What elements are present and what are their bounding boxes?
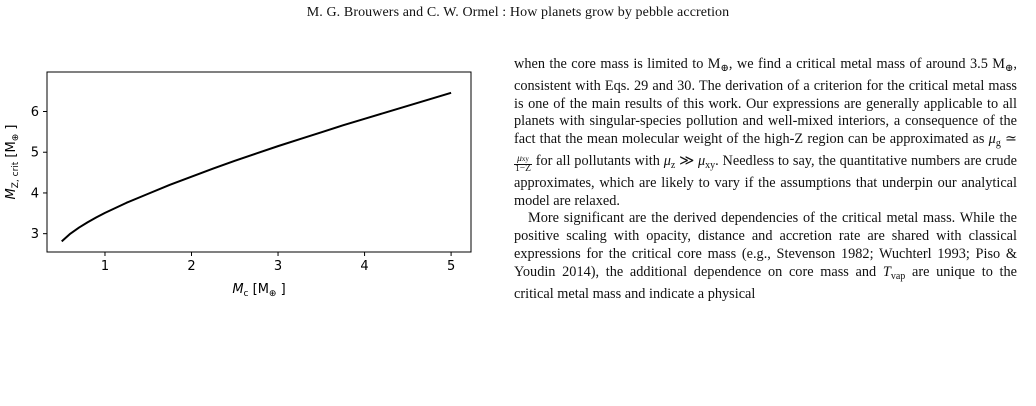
paragraph-1 bbox=[514, 56, 1017, 210]
x-tick-label: 3 bbox=[273, 259, 283, 274]
y-tick-label: 3 bbox=[30, 227, 39, 243]
mu-symbol: μ bbox=[663, 152, 671, 169]
y-tick-label: 5 bbox=[30, 145, 39, 161]
x-tick-label: 1 bbox=[100, 259, 110, 274]
x-tick-label: 4 bbox=[360, 259, 369, 274]
y-ticks bbox=[31, 105, 47, 242]
running-header bbox=[0, 5, 1036, 21]
subscript: xy bbox=[705, 159, 716, 171]
earth-symbol: ⊕ bbox=[1005, 63, 1014, 74]
text-run: when the core mass is limited to M bbox=[514, 56, 721, 72]
subscript: xy bbox=[521, 154, 529, 163]
t-symbol: T bbox=[882, 263, 891, 280]
running-title: M. G. Brouwers and C. W. Ormel : How planets grow by pebble accretion bbox=[306, 5, 730, 20]
series-line bbox=[62, 93, 451, 242]
earth-symbol: ⊕ bbox=[720, 63, 729, 74]
text-run: More significant are the derived dependencies of the critical metal mass. While the positive scaling with opacity, distance and accretion rate are shared with classical expressions for the critical core mass (e.g., Stevenson 1982; Wuchterl 1993; Piso & Youdin 2014), the additional dependence on core mass and bbox=[514, 210, 1017, 280]
subscript: z bbox=[670, 159, 676, 171]
mu-symbol: μ bbox=[988, 131, 996, 148]
much-greater-symbol: ≫ bbox=[675, 152, 698, 169]
y-axis-label: $M_{Z, crit}$ [$M_\oplus$ ] bbox=[4, 124, 21, 200]
body-text-column bbox=[514, 56, 1017, 303]
y-tick-label: 6 bbox=[30, 105, 39, 121]
text-run: are unique to the critical metal mass and indicate a physical bbox=[514, 263, 1017, 302]
series-group bbox=[62, 93, 451, 242]
paragraph-2 bbox=[514, 210, 1017, 303]
x-tick-label: 5 bbox=[446, 259, 456, 274]
chart-svg bbox=[0, 55, 480, 305]
text-run: for all pollutants with bbox=[531, 152, 664, 169]
fraction bbox=[514, 155, 532, 174]
subscript: g bbox=[995, 138, 1001, 150]
figure-critical-metal-mass bbox=[0, 55, 480, 305]
x-ticks bbox=[101, 252, 455, 274]
text-run: . Needless to say, the quantitative numbers are crude approximates, which are likely to vary if the assumptions that underpin our analytical model are relaxed. bbox=[514, 152, 1018, 209]
x-axis-label: $M_c$ [$M_\oplus$ ] bbox=[232, 282, 286, 299]
mu-symbol: μ bbox=[517, 153, 522, 164]
fraction-denominator: 1−Z bbox=[515, 163, 531, 174]
y-tick-label: 4 bbox=[30, 186, 39, 202]
text-run: , consistent with Eqs. 29 and 30. The derivation of a criterion for the critical metal mass is one of the main results of this work. Our expressions are generally applicable to all planets with singular-species pollution and well-mixed interiors, a consequence of the fact that the mean molecular weight of the high-Z region can be approximated as bbox=[514, 56, 1017, 148]
x-tick-label: 2 bbox=[187, 259, 196, 274]
approx-symbol: ≃ bbox=[1000, 131, 1017, 148]
plot-frame bbox=[47, 72, 471, 252]
text-run: , we find a critical metal mass of around 3.5 M bbox=[728, 56, 1006, 72]
mu-symbol: μ bbox=[697, 152, 706, 169]
subscript: vap bbox=[890, 270, 906, 282]
